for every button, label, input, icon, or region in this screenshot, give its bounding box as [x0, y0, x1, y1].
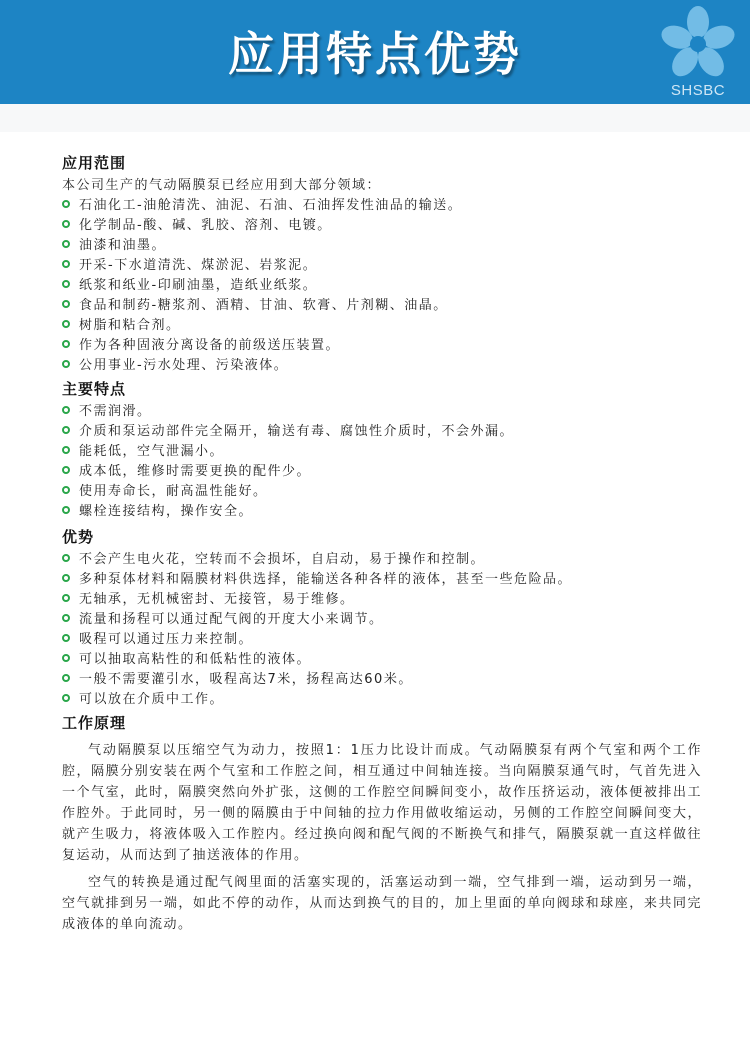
- brand-text: SHSBC: [670, 82, 726, 99]
- list-item: 流量和扬程可以通过配气阀的开度大小来调节。: [62, 608, 384, 628]
- brand-logo: [658, 4, 738, 102]
- list-item: 可以抽取高粘性的和低粘性的液体。: [62, 648, 311, 668]
- list-item: 多种泵体材料和隔膜材料供选择，能输送各种各样的液体，甚至一些危险品。: [62, 568, 572, 588]
- section-title-advantages: 优势: [62, 528, 95, 546]
- list-item: 螺栓连接结构，操作安全。: [62, 500, 253, 520]
- list-item: 作为各种固液分离设备的前级送压装置。: [62, 334, 340, 354]
- bullet-icon: [62, 614, 70, 622]
- bullet-icon: [62, 300, 70, 308]
- list-item: 化学制品-酸、碱、乳胶、溶剂、电镀。: [62, 214, 332, 234]
- header-strip: [0, 104, 750, 132]
- list-item: 纸浆和纸业-印刷油墨，造纸业纸浆。: [62, 274, 317, 294]
- bullet-icon: [62, 240, 70, 248]
- list-item: 石油化工-油舱清洗、油泥、石油、石油挥发性油品的输送。: [62, 194, 462, 214]
- list-item: 吸程可以通过压力来控制。: [62, 628, 253, 648]
- bullet-icon: [62, 406, 70, 414]
- bullet-icon: [62, 360, 70, 368]
- bullet-icon: [62, 200, 70, 208]
- section-title-scope: 应用范围: [62, 154, 127, 172]
- list-item: 油漆和油墨。: [62, 234, 166, 254]
- bullet-icon: [62, 574, 70, 582]
- bullet-icon: [62, 554, 70, 562]
- list-item: 能耗低，空气泄漏小。: [62, 440, 224, 460]
- list-item: 介质和泵运动部件完全隔开，输送有毒、腐蚀性介质时，不会外漏。: [62, 420, 514, 440]
- bullet-icon: [62, 320, 70, 328]
- section-title-principle: 工作原理: [62, 714, 127, 732]
- section-title-features: 主要特点: [62, 380, 127, 398]
- bullet-icon: [62, 694, 70, 702]
- bullet-icon: [62, 674, 70, 682]
- list-item: 一般不需要灌引水，吸程高达7米，扬程高达60米。: [62, 668, 413, 688]
- header-banner: [0, 0, 750, 104]
- list-item: 不会产生电火花，空转而不会损坏，自启动，易于操作和控制。: [62, 548, 485, 568]
- list-item: 可以放在介质中工作。: [62, 688, 224, 708]
- bullet-icon: [62, 594, 70, 602]
- bullet-icon: [62, 260, 70, 268]
- list-item: 树脂和粘合剂。: [62, 314, 181, 334]
- list-item: 无轴承，无机械密封、无接管，易于维修。: [62, 588, 355, 608]
- flower-logo-icon: [658, 4, 738, 82]
- bullet-icon: [62, 280, 70, 288]
- scope-intro: 本公司生产的气动隔膜泵已经应用到大部分领域：: [62, 178, 382, 193]
- list-item: 开采-下水道清洗、煤淤泥、岩浆泥。: [62, 254, 317, 274]
- list-item: 成本低，维修时需要更换的配件少。: [62, 460, 311, 480]
- principle-paragraph: 气动隔膜泵以压缩空气为动力，按照1：1压力比设计而成。气动隔膜泵有两个气室和两个工作腔，隔膜分别安装在两个气室和工作腔之间，相互通过中间轴连接。当向隔膜泵通气时，气首先进入一个气室，此时，隔膜突然向外扩张，这侧的工作腔空间瞬间变小，故作压挤运动，液体便被排出工作腔外。于此同时，另一侧的隔膜由于中间轴的拉力作用做收缩运动，另侧的工作腔空间瞬间变大，就产生吸力，将液体吸入工作腔内。经过换向阀和配气阀的不断换气和排气，隔膜泵就一直这样做往复运动，从而达到了抽送液体的作用。: [62, 743, 702, 863]
- bullet-icon: [62, 446, 70, 454]
- bullet-icon: [62, 506, 70, 514]
- page-title: 应用特点优势: [228, 27, 522, 81]
- bullet-icon: [62, 426, 70, 434]
- bullet-icon: [62, 486, 70, 494]
- list-item: 不需润滑。: [62, 400, 152, 420]
- bullet-icon: [62, 634, 70, 642]
- bullet-icon: [62, 654, 70, 662]
- list-item: 使用寿命长，耐高温性能好。: [62, 480, 268, 500]
- bullet-icon: [62, 220, 70, 228]
- list-item: 公用事业-污水处理、污染液体。: [62, 354, 288, 374]
- bullet-icon: [62, 466, 70, 474]
- principle-paragraph: 空气的转换是通过配气阀里面的活塞实现的，活塞运动到一端，空气排到一端，运动到另一端，空气就排到另一端，如此不停的动作，从而达到换气的目的，加上里面的单向阀球和球座，来共同完成液体的单向流动。: [62, 875, 702, 932]
- list-item: 食品和制药-糖浆剂、酒精、甘油、软膏、片剂糊、油晶。: [62, 294, 448, 314]
- bullet-icon: [62, 340, 70, 348]
